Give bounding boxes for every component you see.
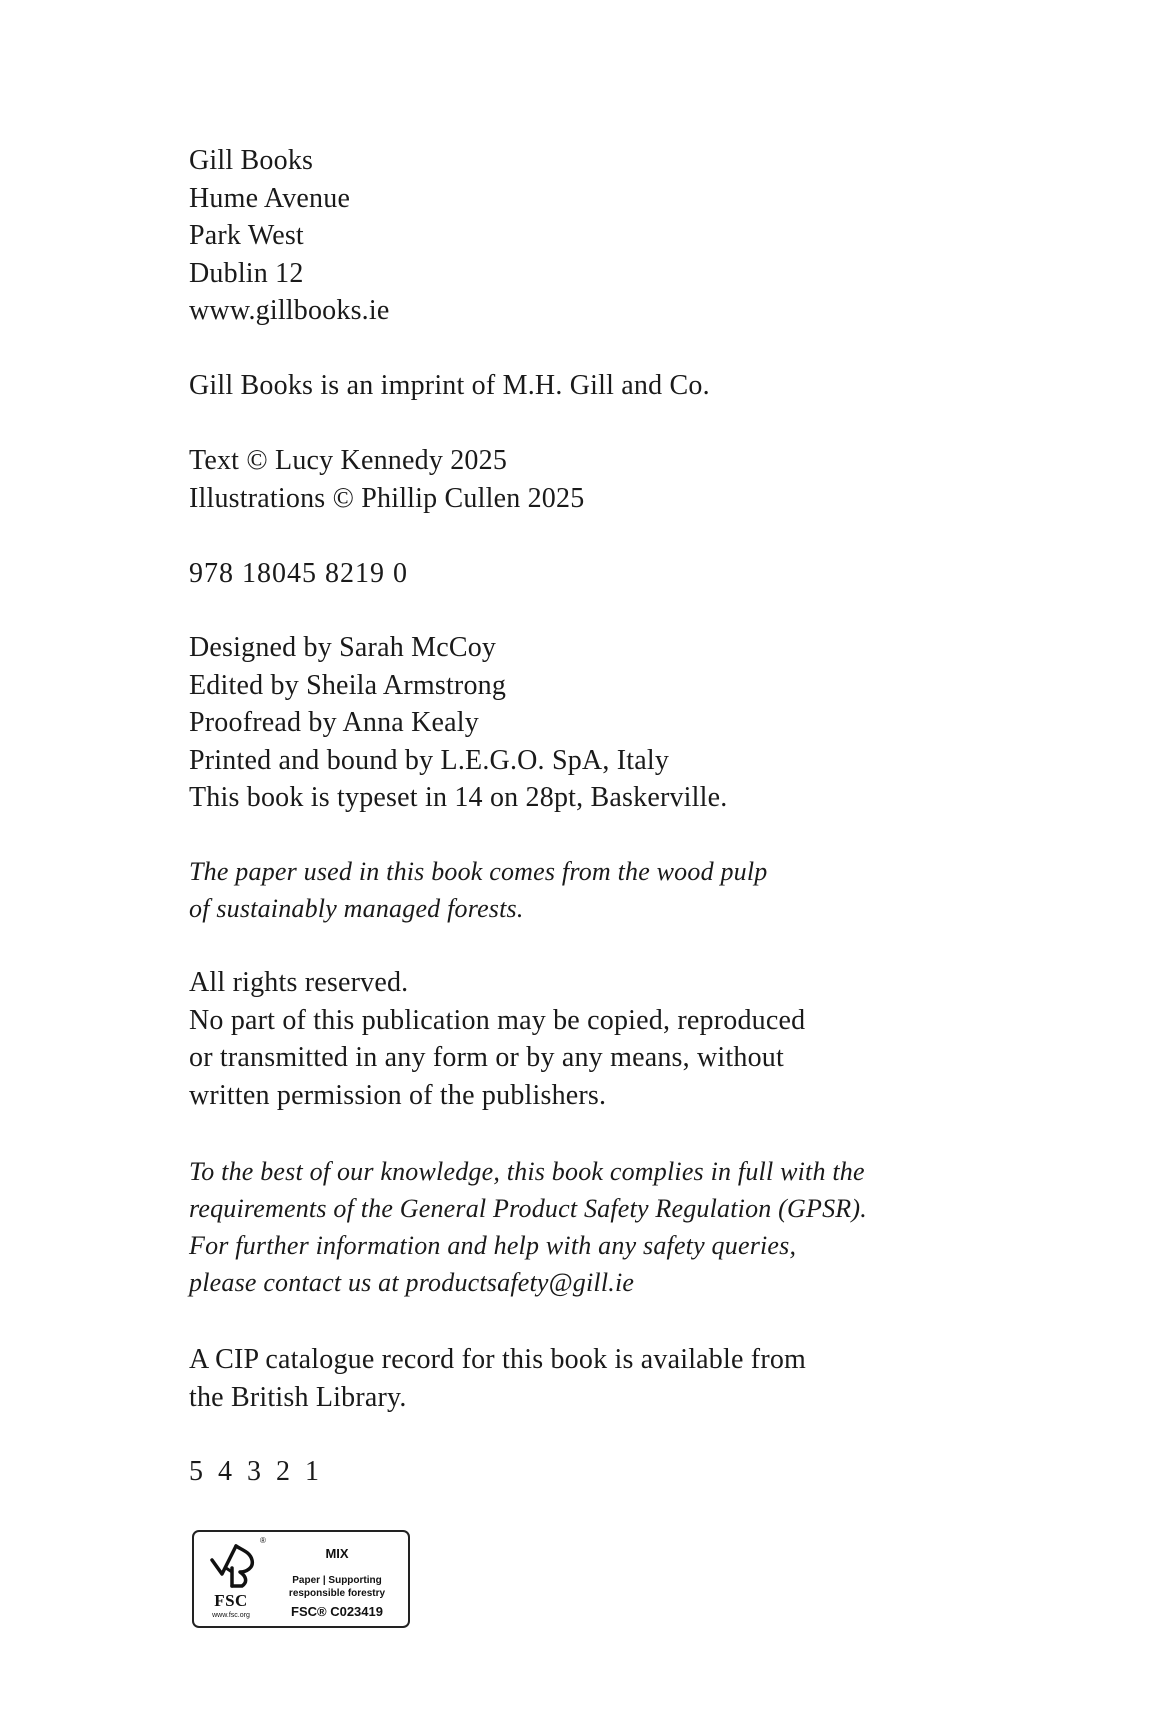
fsc-license-code: FSC® C023419 bbox=[291, 1604, 383, 1619]
fsc-label bbox=[268, 1536, 406, 1624]
fsc-logo-word: FSC bbox=[214, 1591, 248, 1610]
fsc-description bbox=[268, 1574, 406, 1600]
address-city: Dublin 12 bbox=[189, 257, 304, 289]
rights-line: or transmitted in any form or by any means, without bbox=[189, 1042, 784, 1073]
fsc-tree-icon bbox=[206, 1538, 258, 1590]
credit-printer: Printed and bound by L.E.G.O. SpA, Italy bbox=[189, 744, 670, 776]
gpsr-line: For further information and help with any safety queries, bbox=[189, 1231, 797, 1260]
credit-editor: Edited by Sheila Armstrong bbox=[189, 669, 507, 701]
publisher-website: www.gillbooks.ie bbox=[189, 295, 390, 326]
fsc-registered-mark: ® bbox=[260, 1536, 266, 1545]
isbn-number: 978 18045 8219 0 bbox=[189, 558, 408, 589]
fsc-mix-label: MIX bbox=[325, 1546, 349, 1561]
fsc-certification-logo bbox=[192, 1530, 410, 1628]
paper-note-line: The paper used in this book comes from the wood pulp bbox=[189, 857, 768, 886]
rights-statement bbox=[189, 964, 805, 1114]
credit-proofreader: Proofread by Anna Kealy bbox=[189, 707, 479, 738]
rights-line: No part of this publication may be copied, reproduced bbox=[189, 1004, 806, 1036]
publisher-address bbox=[189, 142, 390, 330]
cip-line: the British Library. bbox=[189, 1381, 407, 1413]
rights-line: All rights reserved. bbox=[189, 967, 409, 998]
imprint-statement bbox=[189, 367, 710, 405]
imprint-line: Gill Books is an imprint of M.H. Gill and Co. bbox=[189, 370, 710, 401]
gpsr-statement bbox=[189, 1153, 867, 1301]
print-line bbox=[189, 1453, 323, 1491]
production-credits bbox=[189, 629, 727, 817]
address-area: Park West bbox=[189, 220, 304, 251]
gpsr-line: requirements of the General Product Safety Regulation (GPSR). bbox=[189, 1194, 867, 1223]
text-copyright: Text © Lucy Kennedy 2025 bbox=[189, 445, 508, 476]
gpsr-line: To the best of our knowledge, this book complies in full with the bbox=[189, 1157, 865, 1186]
credit-typeset: This book is typeset in 14 on 28pt, Baskerville. bbox=[189, 782, 728, 813]
cip-line: A CIP catalogue record for this book is available from bbox=[189, 1344, 807, 1375]
rights-line: written permission of the publishers. bbox=[189, 1079, 607, 1111]
paper-note bbox=[189, 853, 768, 927]
fsc-desc-line: Paper | Supporting bbox=[292, 1575, 382, 1586]
cip-statement bbox=[189, 1341, 806, 1416]
paper-note-line: of sustainably managed forests. bbox=[189, 894, 524, 923]
print-number-line: 5 4 3 2 1 bbox=[189, 1456, 323, 1487]
copyright-block bbox=[189, 442, 584, 517]
gpsr-contact-line: please contact us at productsafety@gill.ie bbox=[189, 1268, 635, 1297]
fsc-desc-line: responsible forestry bbox=[288, 1588, 386, 1599]
credit-designer: Designed by Sarah McCoy bbox=[189, 632, 497, 663]
fsc-url: www.fsc.org bbox=[212, 1612, 250, 1619]
fsc-mark bbox=[200, 1536, 266, 1624]
illustrations-copyright: Illustrations © Phillip Cullen 2025 bbox=[189, 482, 585, 514]
address-street: Hume Avenue bbox=[189, 182, 351, 214]
publisher-name: Gill Books bbox=[189, 145, 314, 176]
isbn bbox=[189, 555, 408, 593]
